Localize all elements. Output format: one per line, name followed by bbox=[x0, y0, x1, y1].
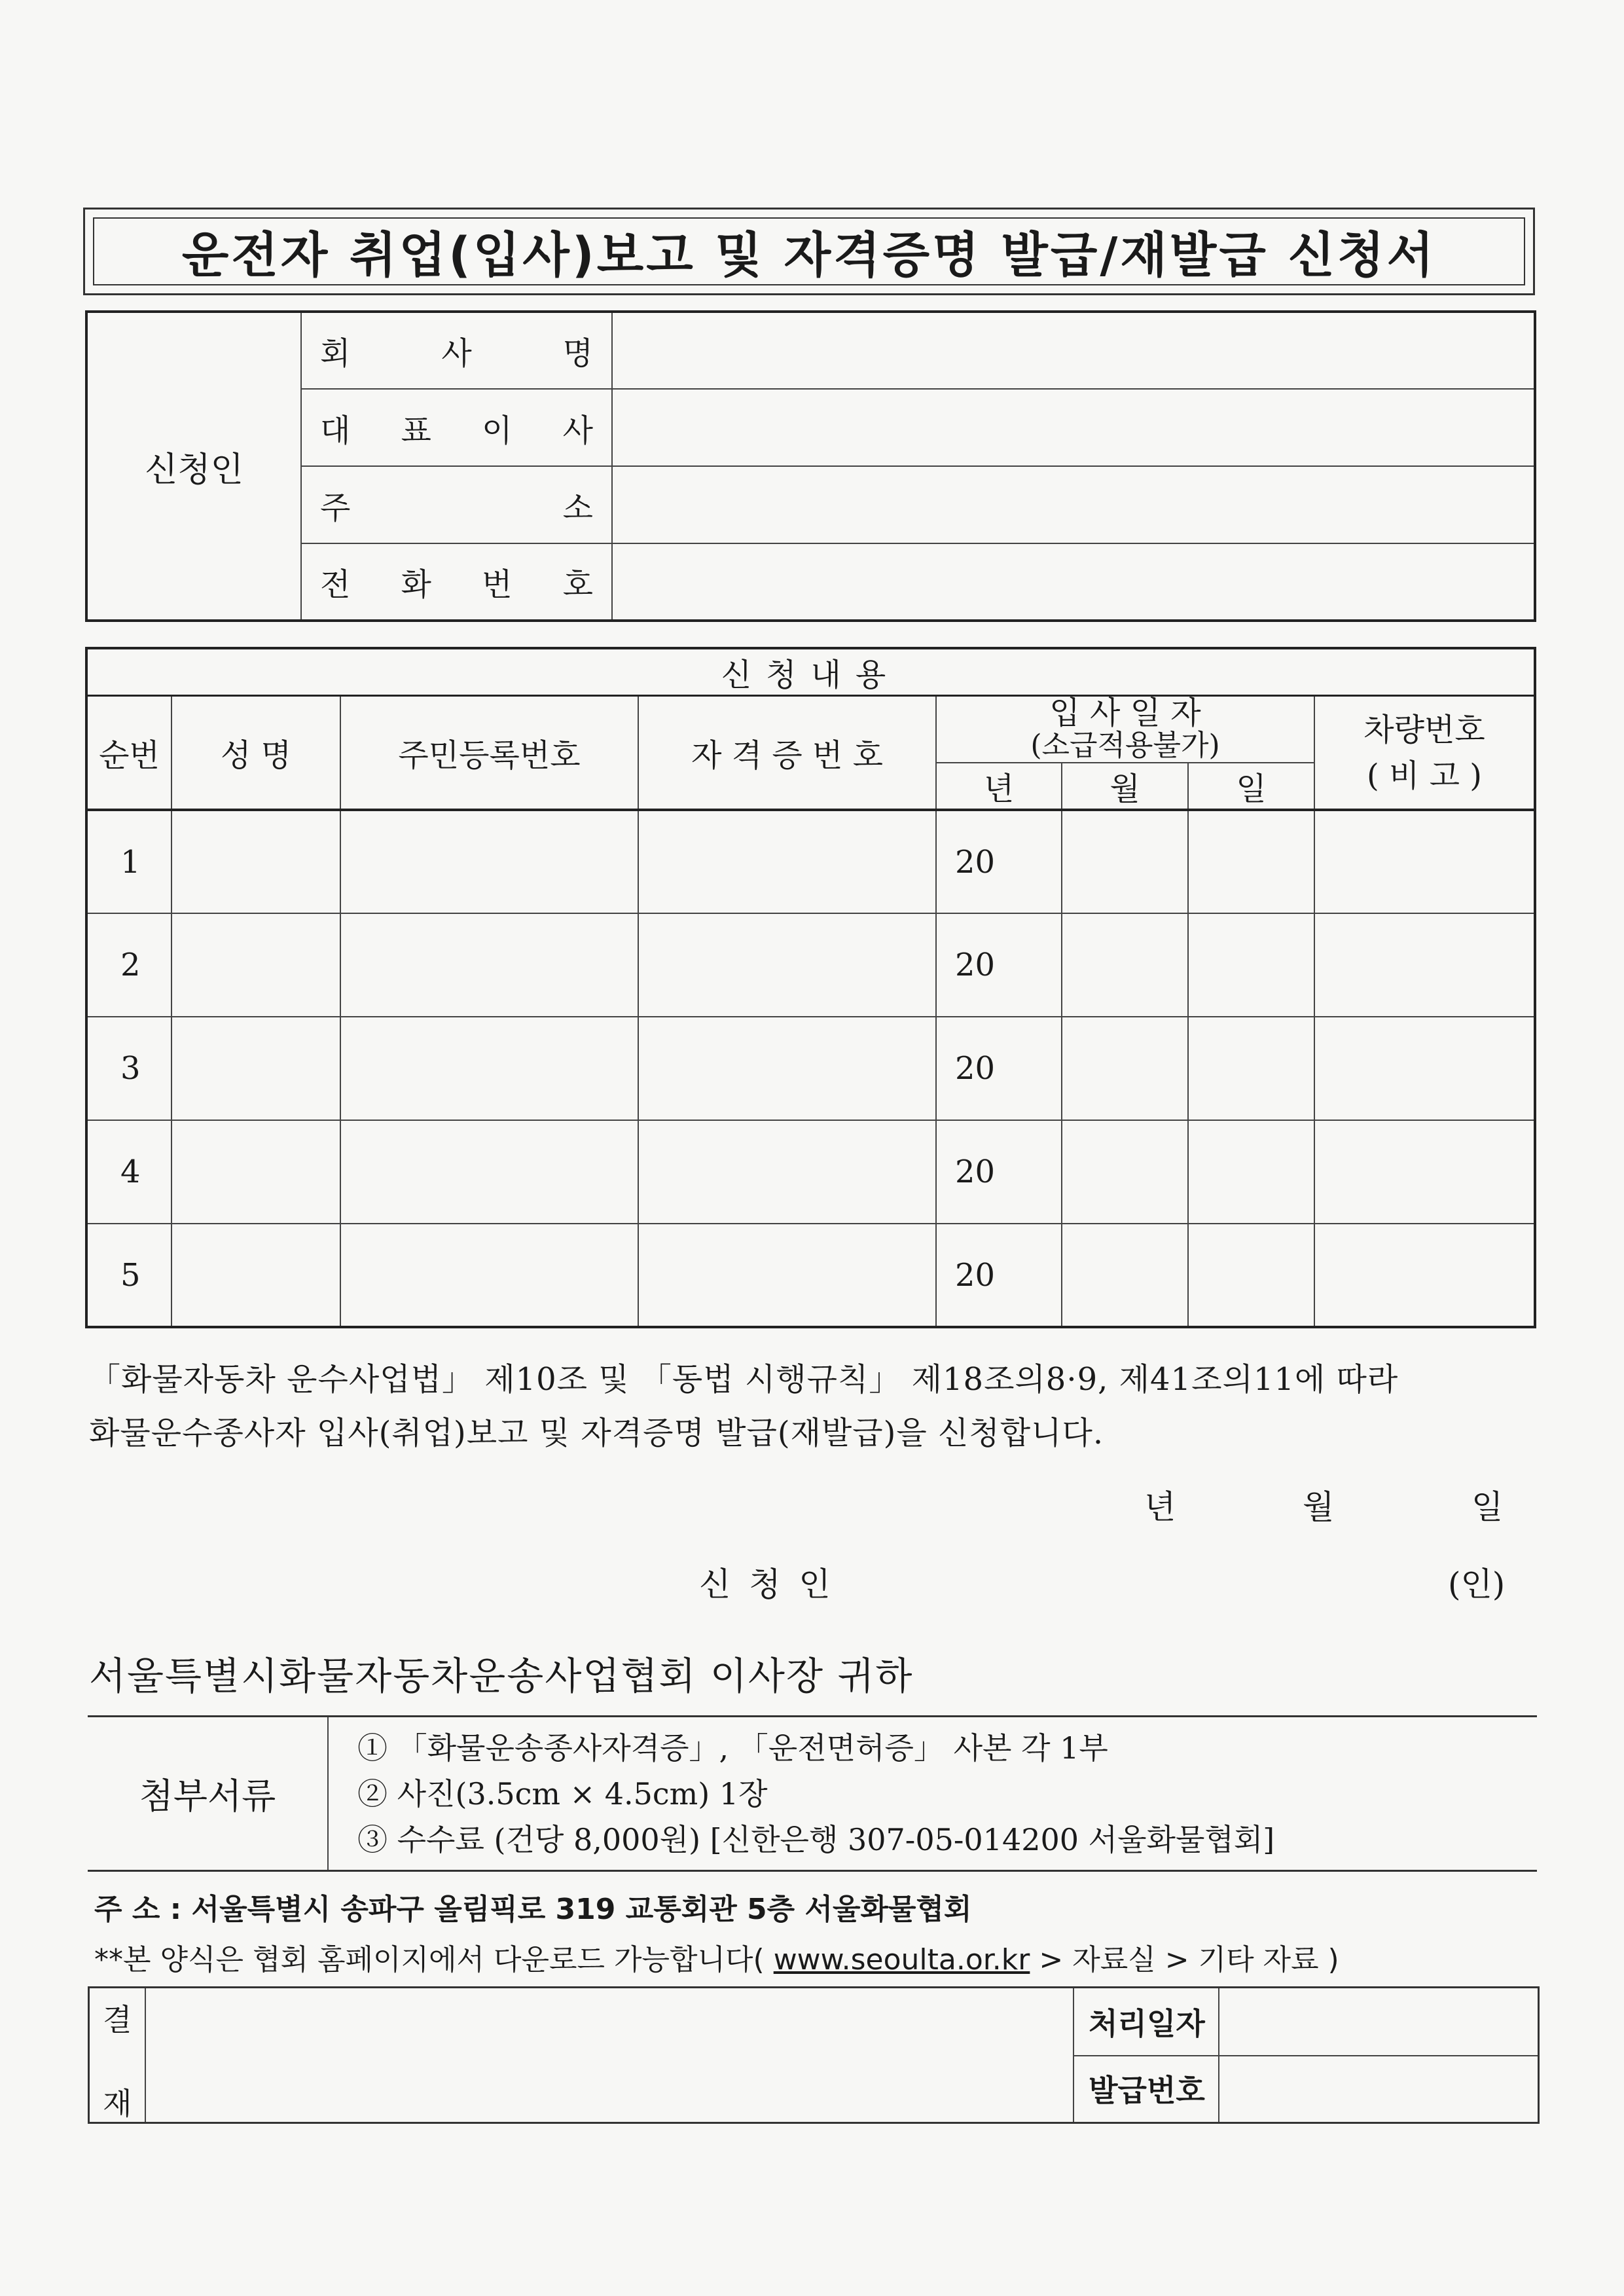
row-month-field[interactable] bbox=[1062, 913, 1188, 1017]
row-year-field[interactable]: 20 bbox=[936, 913, 1062, 1017]
row-rrn-field[interactable] bbox=[340, 1224, 638, 1327]
row-month-field[interactable] bbox=[1062, 1017, 1188, 1120]
attachment-item: ① 「화물운송종사자격증」, 「운전면허증」 사본 각 1부 bbox=[357, 1730, 1108, 1766]
col-day: 일 bbox=[1188, 763, 1314, 810]
ceo-field[interactable] bbox=[612, 389, 1535, 466]
row-vehicle-field[interactable] bbox=[1314, 1224, 1535, 1327]
download-note: **본 양식은 협회 홈페이지에서 다운로드 가능합니다( www.seoulta.or.kr > 자료실 > 기타 자료 ) bbox=[94, 1943, 1339, 1977]
association-address: 주 소 : 서울특별시 송파구 올림픽로 319 교통회관 5층 서울화물협회 bbox=[94, 1893, 972, 1926]
table-row bbox=[86, 913, 1535, 1017]
row-year-field[interactable]: 20 bbox=[936, 810, 1062, 913]
row-year-field[interactable]: 20 bbox=[936, 1224, 1062, 1327]
address-field[interactable] bbox=[612, 466, 1535, 543]
row-name-field[interactable] bbox=[171, 913, 340, 1017]
attachments-label: 첨부서류 bbox=[88, 1717, 329, 1870]
row-seq: 1 bbox=[86, 810, 171, 913]
date-year-label: 년 bbox=[1144, 1488, 1176, 1526]
issue-number-label: 발급번호 bbox=[1073, 2055, 1219, 2122]
date-month-label: 월 bbox=[1303, 1488, 1335, 1526]
row-name-field[interactable] bbox=[171, 1120, 340, 1224]
col-seq: 순번 bbox=[86, 696, 171, 811]
row-vehicle-field[interactable] bbox=[1314, 913, 1535, 1017]
row-name-field[interactable] bbox=[171, 1224, 340, 1327]
row-name-field[interactable] bbox=[171, 1017, 340, 1120]
row-month-field[interactable] bbox=[1062, 1120, 1188, 1224]
company-name-label: 회 사 명 bbox=[301, 312, 612, 389]
row-day-field[interactable] bbox=[1188, 1120, 1314, 1224]
table-row bbox=[86, 1224, 1535, 1327]
company-name-field[interactable] bbox=[612, 312, 1535, 389]
row-license-field[interactable] bbox=[638, 913, 936, 1017]
row-day-field[interactable] bbox=[1188, 1224, 1314, 1327]
col-year: 년 bbox=[936, 763, 1062, 810]
phone-field[interactable] bbox=[612, 543, 1535, 621]
applicant-header: 신청인 bbox=[86, 312, 301, 621]
table-row bbox=[86, 1120, 1535, 1224]
homepage-link[interactable]: www.seoulta.or.kr bbox=[773, 1943, 1030, 1977]
row-license-field[interactable] bbox=[638, 810, 936, 913]
row-license-field[interactable] bbox=[638, 1120, 936, 1224]
row-seq: 5 bbox=[86, 1224, 171, 1327]
request-table bbox=[85, 647, 1536, 1328]
row-seq: 2 bbox=[86, 913, 171, 1017]
row-year-field[interactable]: 20 bbox=[936, 1120, 1062, 1224]
row-seq: 4 bbox=[86, 1120, 171, 1224]
form-title-box bbox=[83, 208, 1535, 295]
row-vehicle-field[interactable] bbox=[1314, 1120, 1535, 1224]
col-join-date: 입 사 일 자 (소급적용불가) bbox=[936, 696, 1314, 763]
col-name: 성 명 bbox=[171, 696, 340, 811]
issue-number-field[interactable] bbox=[1218, 2055, 1538, 2122]
applicant-table bbox=[85, 310, 1536, 622]
row-rrn-field[interactable] bbox=[340, 810, 638, 913]
row-license-field[interactable] bbox=[638, 1224, 936, 1327]
statement-line-2: 화물운수종사자 입사(취업)보고 및 자격증명 발급(재발급)을 신청합니다. bbox=[89, 1415, 1104, 1451]
process-date-label: 처리일자 bbox=[1073, 1988, 1219, 2056]
attachments-list bbox=[357, 1725, 1274, 1863]
ceo-label: 대 표 이 사 bbox=[301, 389, 612, 466]
attachments-box bbox=[88, 1715, 1537, 1872]
statement-line-1: 「화물자동차 운수사업법」 제10조 및 「동법 시행규칙」 제18조의8·9, 제41조의11에 따라 bbox=[89, 1361, 1399, 1398]
table-row bbox=[86, 1017, 1535, 1120]
row-vehicle-field[interactable] bbox=[1314, 1017, 1535, 1120]
phone-label: 전 화 번 호 bbox=[301, 543, 612, 621]
row-day-field[interactable] bbox=[1188, 810, 1314, 913]
row-month-field[interactable] bbox=[1062, 810, 1188, 913]
attachment-item: ③ 수수료 (건당 8,000원) [신한은행 307-05-014200 서울화물협회] bbox=[357, 1822, 1275, 1857]
row-vehicle-field[interactable] bbox=[1314, 810, 1535, 913]
col-rrn: 주민등록번호 bbox=[340, 696, 638, 811]
row-month-field[interactable] bbox=[1062, 1224, 1188, 1327]
table-row bbox=[86, 810, 1535, 913]
col-license: 자 격 증 번 호 bbox=[638, 696, 936, 811]
approval-box bbox=[88, 1986, 1540, 2124]
row-day-field[interactable] bbox=[1188, 1017, 1314, 1120]
request-banner: 신청내용 bbox=[86, 648, 1535, 696]
seal-mark: (인) bbox=[1448, 1565, 1506, 1603]
row-rrn-field[interactable] bbox=[340, 1120, 638, 1224]
process-date-field[interactable] bbox=[1218, 1988, 1538, 2056]
row-seq: 3 bbox=[86, 1017, 171, 1120]
date-day-label: 일 bbox=[1471, 1488, 1504, 1526]
row-license-field[interactable] bbox=[638, 1017, 936, 1120]
col-month: 월 bbox=[1062, 763, 1188, 810]
row-rrn-field[interactable] bbox=[340, 913, 638, 1017]
row-name-field[interactable] bbox=[171, 810, 340, 913]
row-rrn-field[interactable] bbox=[340, 1017, 638, 1120]
approval-stamp-label: 결 재 bbox=[90, 1988, 146, 2122]
address-label: 주 소 bbox=[301, 466, 612, 543]
col-vehicle: 차량번호 ( 비 고 ) bbox=[1314, 696, 1535, 811]
attachment-item: ② 사진(3.5cm × 4.5cm) 1장 bbox=[357, 1776, 768, 1812]
addressee: 서울특별시화물자동차운송사업협회 이사장 귀하 bbox=[89, 1654, 914, 1698]
row-day-field[interactable] bbox=[1188, 913, 1314, 1017]
signer-label: 신 청 인 bbox=[699, 1565, 835, 1603]
row-year-field[interactable]: 20 bbox=[936, 1017, 1062, 1120]
form-title: 운전자 취업(입사)보고 및 자격증명 발급/재발급 신청서 bbox=[181, 227, 1437, 283]
